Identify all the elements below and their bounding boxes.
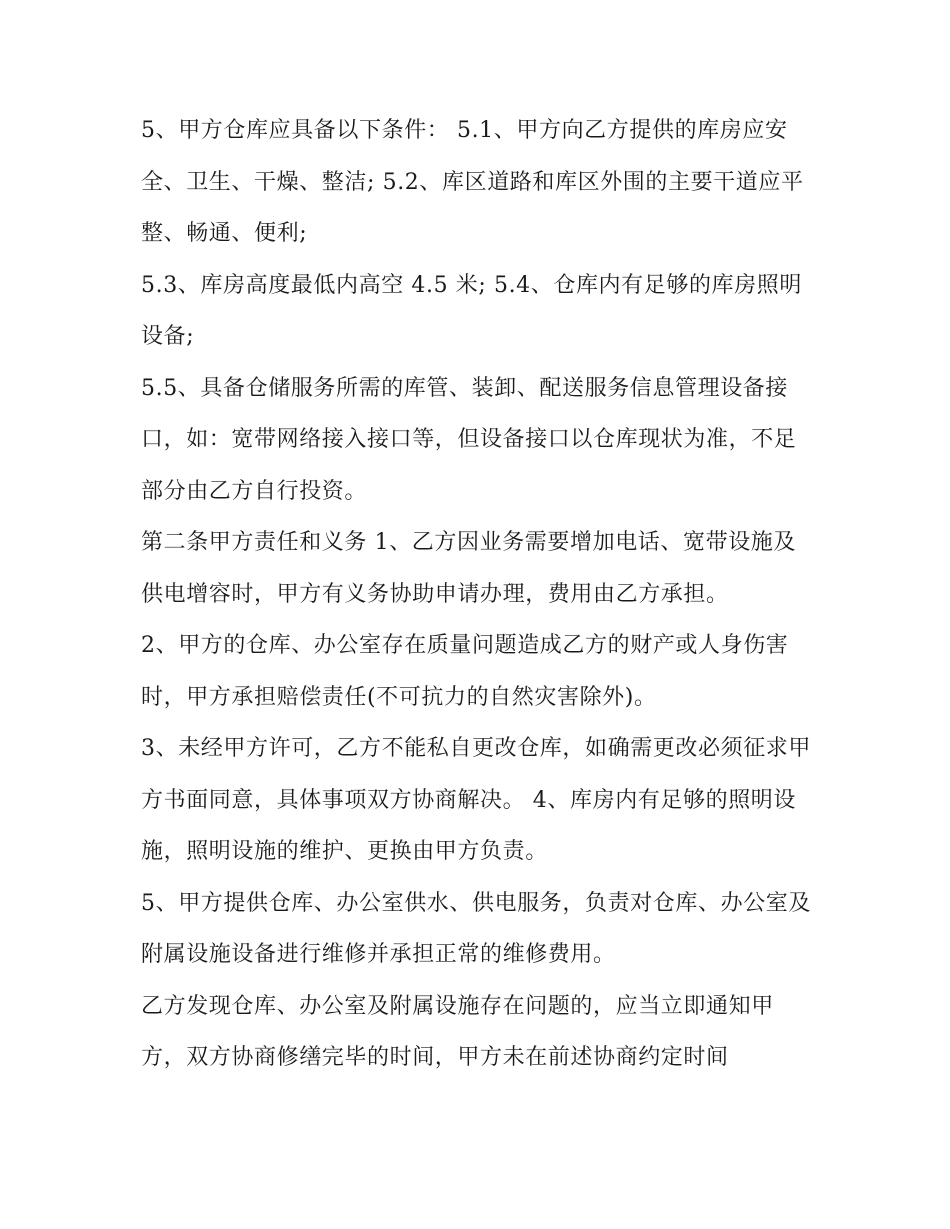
paragraph-warehouse-conditions: 5、甲方仓库应具备以下条件： 5.1、甲方向乙方提供的库房应安全、卫生、干燥、整洁; 5.2、库区道路和库区外围的主要干道应平整、畅通、便利; (141, 118, 804, 246)
paragraph-warehouse-height: 5.3、库房高度最低内高空 4.5 米; 5.4、仓库内有足够的库房照明设备; (141, 272, 802, 349)
paragraph-modification: 3、未经甲方许可，乙方不能私自更改仓库，如确需更改必须征求甲方书面同意，具体事项双方协商解决。 4、库房内有足够的照明设施，照明设施的维护、更换由甲方负责。 (141, 736, 811, 864)
paragraph-utilities: 5、甲方提供仓库、办公室供水、供电服务，负责对仓库、办公室及附属设施设备进行维修并承担正常的维修费用。 (141, 890, 811, 967)
paragraph-equipment-interface: 5.5、具备仓储服务所需的库管、装卸、配送服务信息管理设备接口，如：宽带网络接入接口等，但设备接口以仓库现状为准，不足部分由乙方自行投资。 (141, 375, 797, 504)
paragraph-article-two: 第二条甲方责任和义务 1、乙方因业务需要增加电话、宽带设施及供电增容时，甲方有义务协助申请办理，费用由乙方承担。 (141, 530, 796, 607)
document-body (141, 105, 813, 1084)
paragraph-notification: 乙方发现仓库、办公室及附属设施存在问题的，应当立即通知甲方，双方协商修缮完毕的时间，甲方未在前述协商约定时间 (141, 993, 774, 1070)
paragraph-compensation: 2、甲方的仓库、办公室存在质量问题造成乙方的财产或人身伤害时，甲方承担赔偿责任(不可抗力的自然灾害除外)。 (141, 633, 789, 710)
